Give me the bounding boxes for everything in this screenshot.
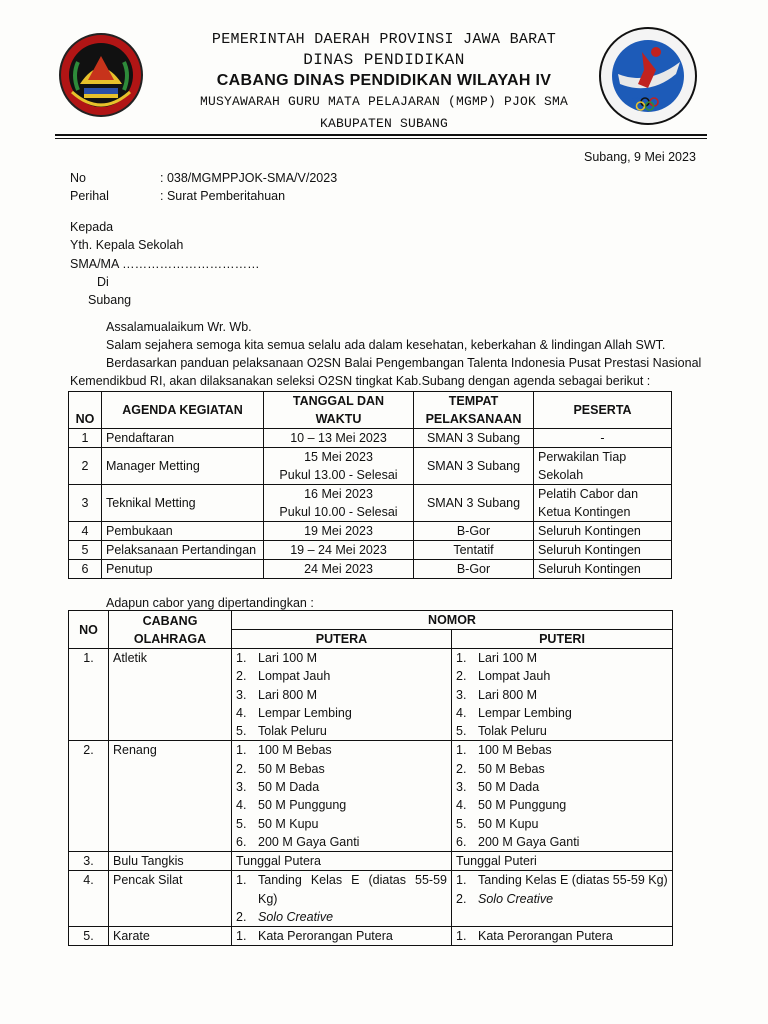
event-item — [236, 778, 447, 796]
agenda-participants-line: - — [600, 431, 605, 445]
agenda-row — [69, 429, 672, 448]
event-item — [236, 927, 447, 945]
cabor-putera-events — [232, 649, 452, 741]
event-number: 2. — [456, 669, 467, 684]
agenda-no: 2 — [69, 448, 102, 485]
paragraph-1: Salam sejahera semoga kita semua selalu ada dalam kesehatan, keberkahan & lindingan Allah SWT. — [106, 338, 666, 352]
event-item — [456, 741, 668, 759]
event-name: Lompat Jauh — [478, 669, 551, 684]
agenda-date — [264, 560, 414, 579]
agenda-participants — [534, 485, 672, 522]
agenda-date-line: 19 – 24 Mei 2023 — [290, 543, 387, 557]
agenda-participants — [534, 522, 672, 541]
cabor-no: 2. — [69, 741, 109, 852]
cabor-name: Renang — [109, 741, 232, 852]
agenda-no: 4 — [69, 522, 102, 541]
agenda-place: SMAN 3 Subang — [414, 448, 534, 485]
agenda-no: 6 — [69, 560, 102, 579]
event-number: 4. — [456, 798, 467, 813]
event-number: 2. — [236, 669, 247, 684]
event-item — [456, 833, 668, 851]
agenda-no: 5 — [69, 541, 102, 560]
agenda-header-no: NO — [69, 392, 102, 429]
event-number: 3. — [456, 687, 467, 702]
event-number: 4. — [456, 705, 467, 720]
event-name: 50 M Bebas — [478, 761, 545, 776]
event-name: Solo Creative — [478, 891, 554, 906]
event-item — [236, 741, 447, 759]
event-name: 50 M Dada — [258, 780, 320, 795]
event-number: 3. — [456, 780, 467, 795]
event-number: 4. — [236, 798, 247, 813]
no-label: No — [70, 171, 86, 185]
event-name: 50 M Bebas — [258, 761, 325, 776]
agenda-row — [69, 485, 672, 522]
event-number: 1. — [456, 651, 467, 665]
cabor-puteri-list — [456, 927, 668, 945]
cabor-no: 3. — [69, 852, 109, 871]
di: Di — [97, 275, 109, 289]
event-name: Tanding Kelas E (diatas 55-59 Kg) — [258, 873, 447, 906]
agenda-date-line: 24 Mei 2023 — [304, 562, 373, 576]
cabor-row — [69, 852, 673, 871]
agenda-place: B-Gor — [414, 560, 534, 579]
agenda-date-line: 15 Mei 2023 — [304, 450, 373, 464]
agenda-date-line: 19 Mei 2023 — [304, 524, 373, 538]
event-number: 1. — [456, 873, 467, 888]
cabor-table — [68, 610, 673, 946]
event-name: Lempar Lembing — [258, 705, 352, 720]
cabor-intro: Adapun cabor yang dipertandingkan : — [106, 596, 314, 610]
event-number: 1. — [456, 929, 467, 944]
cabor-puteri-list — [456, 871, 668, 908]
cabor-putera-list — [236, 927, 447, 945]
no-value: : 038/MGMPPJOK-SMA/V/2023 — [160, 171, 338, 185]
event-item — [236, 833, 447, 851]
agenda-activity: Pembukaan — [102, 522, 264, 541]
event-number: 1. — [236, 929, 247, 944]
paragraph-2a: Berdasarkan panduan pelaksanaan O2SN Balai Pengembangan Talenta Indonesia Pusat Prestasi Nasional — [106, 356, 702, 370]
cabor-no: 1. — [69, 649, 109, 741]
event-name: Tanding Kelas E (diatas 55-59 Kg) — [478, 873, 668, 888]
agenda-participants — [534, 429, 672, 448]
greeting: Assalamualaikum Wr. Wb. — [106, 320, 252, 334]
agenda-place: SMAN 3 Subang — [414, 485, 534, 522]
cabor-puteri-events — [452, 741, 673, 852]
event-item — [236, 871, 447, 908]
event-item — [456, 778, 668, 796]
agenda-header-tanggal-1: TANGGAL DAN — [292, 394, 385, 408]
agenda-participants-line: Seluruh Kontingen — [538, 543, 641, 557]
cabor-puteri-events — [452, 927, 673, 946]
event-number: 6. — [456, 834, 467, 849]
agenda-header-tempat — [414, 392, 534, 429]
recipient: Yth. Kepala Sekolah — [70, 238, 184, 252]
agenda-time-line: Pukul 10.00 - Selesai — [279, 505, 398, 519]
event-number: 1. — [456, 743, 467, 758]
cabor-putera-events — [232, 871, 452, 927]
event-number: 3. — [236, 687, 247, 702]
cabor-putera-list — [236, 649, 447, 740]
letterhead-divider-thin — [55, 138, 707, 139]
agenda-time-line: Pukul 13.00 - Selesai — [279, 468, 398, 482]
cabor-no: 5. — [69, 927, 109, 946]
agenda-date — [264, 485, 414, 522]
cabor-putera-events — [232, 927, 452, 946]
agenda-date — [264, 429, 414, 448]
event-number: 3. — [236, 780, 247, 795]
agenda-header-tanggal-2: WAKTU — [315, 412, 362, 426]
cabor-puteri-list — [456, 741, 668, 851]
agenda-date — [264, 522, 414, 541]
event-number: 5. — [456, 816, 467, 831]
event-item — [456, 649, 668, 667]
agenda-participants-line: Perwakilan Tiap — [538, 450, 627, 464]
cabor-putera-list — [236, 871, 447, 926]
agenda-participants — [534, 448, 672, 485]
event-name: 100 M Bebas — [478, 743, 552, 758]
event-item — [456, 760, 668, 778]
agenda-participants-line-2: Sekolah — [538, 468, 584, 482]
agenda-row — [69, 522, 672, 541]
event-name: 50 M Kupu — [478, 816, 539, 831]
cabor-puteri-events — [452, 871, 673, 927]
recipient-school: SMA/MA …………………………… — [70, 257, 260, 271]
event-name: 50 M Kupu — [258, 816, 319, 831]
agenda-place: Tentatif — [414, 541, 534, 560]
event-item — [456, 815, 668, 833]
agenda-participants-line: Seluruh Kontingen — [538, 524, 641, 538]
event-name: Lari 800 M — [478, 687, 538, 702]
agenda-participants — [534, 560, 672, 579]
event-number: 5. — [236, 816, 247, 831]
event-name: Lari 100 M — [258, 651, 318, 665]
cabor-name: Atletik — [109, 649, 232, 741]
perihal-label: Perihal — [70, 189, 109, 203]
perihal-value: : Surat Pemberitahuan — [160, 189, 286, 203]
cabor-row — [69, 871, 673, 927]
agenda-place: SMAN 3 Subang — [414, 429, 534, 448]
event-number: 2. — [236, 909, 247, 924]
agenda-no: 1 — [69, 429, 102, 448]
event-item — [236, 667, 447, 685]
event-item — [456, 686, 668, 704]
agenda-participants — [534, 541, 672, 560]
cabor-puteri-events — [452, 852, 673, 871]
cabor-row — [69, 649, 673, 741]
event-number: 5. — [236, 724, 247, 739]
event-name: Kata Perorangan Putera — [478, 929, 613, 944]
event-number: 2. — [236, 761, 247, 776]
cabor-row — [69, 927, 673, 946]
cabor-putera-events — [232, 741, 452, 852]
event-name: Tolak Peluru — [258, 724, 327, 739]
event-name: Lari 100 M — [478, 651, 538, 665]
agenda-row — [69, 448, 672, 485]
event-number: 2. — [456, 761, 467, 776]
cabor-puteri-list — [456, 649, 668, 740]
agenda-date-line: 10 – 13 Mei 2023 — [290, 431, 387, 445]
letterhead-divider — [55, 134, 707, 136]
event-item — [456, 796, 668, 814]
agenda-row — [69, 541, 672, 560]
agenda-row — [69, 560, 672, 579]
letterhead-regency: KABUPATEN SUBANG — [319, 116, 449, 131]
event-name: 50 M Punggung — [258, 798, 347, 813]
agenda-header-tempat-1: TEMPAT — [448, 394, 499, 408]
letterhead-mgmp: MUSYAWARAH GURU MATA PELAJARAN (MGMP) PJOK SMA — [199, 94, 569, 109]
cabor-header-cabang-1: CABANG — [142, 613, 198, 628]
cabor-header-cabang — [109, 611, 232, 649]
cabor-puteri-events — [452, 649, 673, 741]
event-item — [236, 908, 447, 926]
event-item — [456, 722, 668, 740]
agenda-header-peserta: PESERTA — [534, 392, 672, 429]
cabor-no: 4. — [69, 871, 109, 927]
event-name: 50 M Dada — [478, 780, 540, 795]
agenda-date — [264, 448, 414, 485]
agenda-header-row — [69, 392, 672, 429]
cabor-name: Pencak Silat — [109, 871, 232, 927]
agenda-date — [264, 541, 414, 560]
event-item — [456, 927, 668, 945]
event-name: Lari 800 M — [258, 687, 318, 702]
agenda-no: 3 — [69, 485, 102, 522]
event-item — [456, 704, 668, 722]
paragraph-2b: Kemendikbud RI, akan dilaksanakan seleksi O2SN tingkat Kab.Subang dengan agenda sebagai berikut : — [70, 374, 651, 388]
letterhead-department: DINAS PENDIDIKAN — [303, 51, 465, 69]
agenda-activity: Pelaksanaan Pertandingan — [102, 541, 264, 560]
event-name: Tolak Peluru — [478, 724, 547, 739]
event-number: 1. — [236, 873, 247, 888]
event-name: 200 M Gaya Ganti — [258, 834, 360, 849]
agenda-header-tanggal — [264, 392, 414, 429]
cabor-header-row-1 — [69, 611, 673, 630]
agenda-place: B-Gor — [414, 522, 534, 541]
event-item — [456, 871, 668, 889]
cabor-name: Karate — [109, 927, 232, 946]
agenda-participants-line: Pelatih Cabor dan — [538, 487, 639, 501]
event-name: Kata Perorangan Putera — [258, 929, 393, 944]
agenda-table — [68, 391, 672, 579]
letterhead-government: PEMERINTAH DAERAH PROVINSI JAWA BARAT — [211, 31, 557, 48]
kepada: Kepada — [70, 220, 114, 234]
cabor-putera-text: Tunggal Putera — [236, 854, 322, 869]
agenda-activity: Penutup — [102, 560, 264, 579]
event-number: 2. — [456, 891, 467, 906]
cabor-row — [69, 741, 673, 852]
event-number: 5. — [456, 724, 467, 739]
event-item — [456, 667, 668, 685]
event-item — [236, 722, 447, 740]
recipient-city: Subang — [88, 293, 132, 307]
event-name: Lempar Lembing — [478, 705, 572, 720]
agenda-participants-line-2: Ketua Kontingen — [538, 505, 631, 519]
place-date: Subang, 9 Mei 2023 — [584, 150, 696, 164]
cabor-name: Bulu Tangkis — [109, 852, 232, 871]
event-item — [236, 704, 447, 722]
agenda-activity: Teknikal Metting — [102, 485, 264, 522]
agenda-date-line: 16 Mei 2023 — [304, 487, 373, 501]
event-item — [236, 796, 447, 814]
event-name: Lompat Jauh — [258, 669, 331, 684]
letterhead-branch: CABANG DINAS PENDIDIKAN WILAYAH IV — [216, 72, 552, 89]
event-item — [236, 760, 447, 778]
cabor-putera-list — [236, 741, 447, 851]
cabor-header-no: NO — [69, 611, 109, 649]
event-item — [236, 649, 447, 667]
agenda-activity: Pendaftaran — [102, 429, 264, 448]
cabor-header-cabang-2: OLAHRAGA — [133, 631, 207, 646]
event-number: 4. — [236, 705, 247, 720]
agenda-activity: Manager Metting — [102, 448, 264, 485]
agenda-participants-line: Seluruh Kontingen — [538, 562, 641, 576]
agenda-header-agenda: AGENDA KEGIATAN — [102, 392, 264, 429]
event-item — [456, 890, 668, 908]
cabor-header-nomor: NOMOR — [232, 611, 673, 630]
event-number: 1. — [236, 651, 247, 665]
cabor-putera-events — [232, 852, 452, 871]
event-name: 50 M Punggung — [478, 798, 567, 813]
agenda-header-tempat-2: PELAKSANAAN — [425, 412, 522, 426]
event-item — [236, 686, 447, 704]
event-number: 1. — [236, 743, 247, 758]
cabor-header-putera: PUTERA — [232, 630, 452, 649]
event-item — [236, 815, 447, 833]
event-name: Solo Creative — [258, 909, 334, 924]
cabor-header-puteri: PUTERI — [452, 630, 673, 649]
event-number: 6. — [236, 834, 247, 849]
cabor-puteri-text: Tunggal Puteri — [456, 854, 537, 869]
event-name: 200 M Gaya Ganti — [478, 834, 580, 849]
event-name: 100 M Bebas — [258, 743, 332, 758]
